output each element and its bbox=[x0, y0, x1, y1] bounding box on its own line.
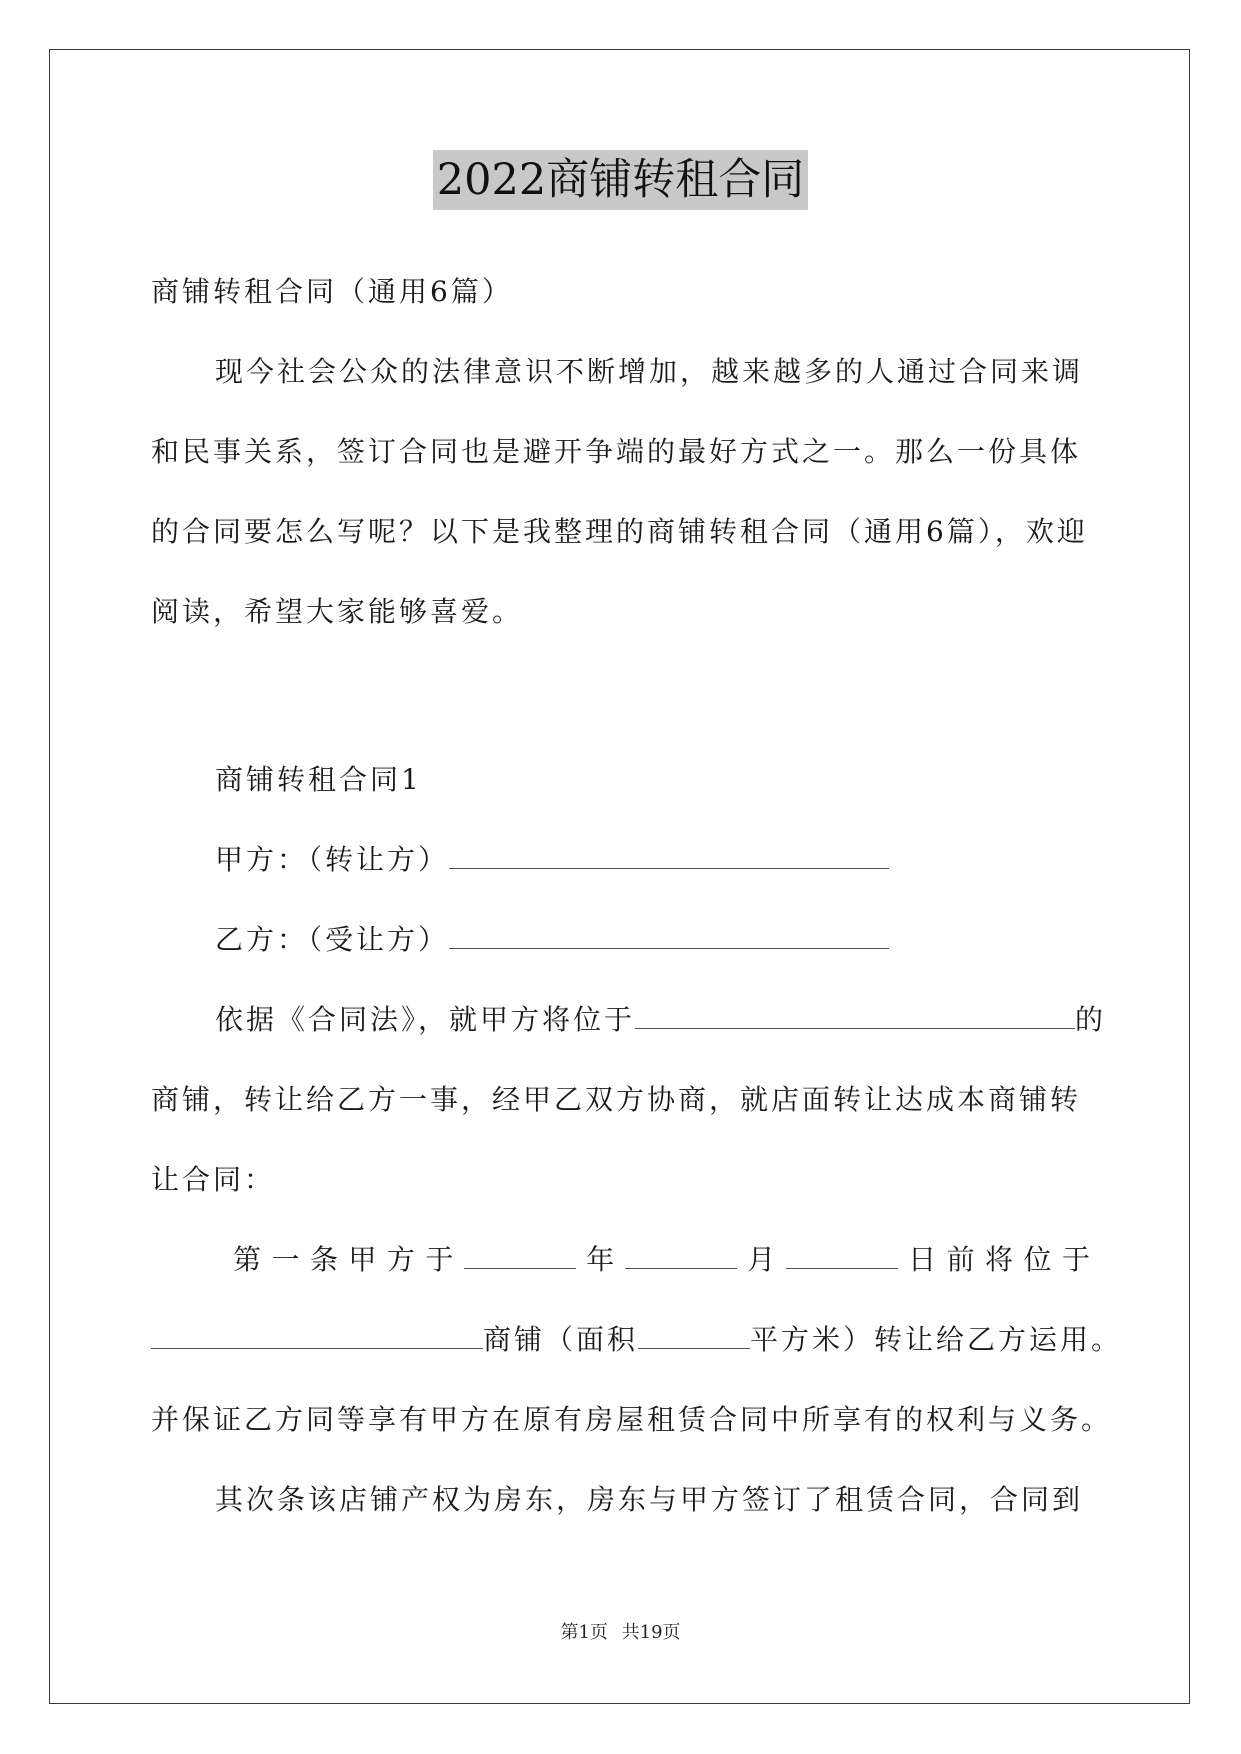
document-title: 2022商铺转租合同 bbox=[433, 150, 808, 210]
document-subtitle: 商铺转租合同（通用6篇） bbox=[151, 275, 513, 308]
party-a-line bbox=[215, 840, 1155, 880]
day-blank bbox=[786, 1240, 898, 1269]
page-footer bbox=[0, 1618, 1241, 1644]
article-1-line-1 bbox=[233, 1240, 1090, 1280]
article-1-word: 日 bbox=[908, 1243, 937, 1276]
article-1-line-3: 并保证乙方同等享有甲方在原有房屋租赁合同中所享有的权利与义务。 bbox=[151, 1403, 1113, 1436]
basis-line-2: 商铺，转让给乙方一事，经甲乙双方协商，就店面转让达成本商铺转 bbox=[151, 1083, 1082, 1116]
article-2-line-1: 其次条该店铺产权为房东，房东与甲方签订了租赁合同，合同到 bbox=[215, 1483, 1084, 1516]
shop-location-blank bbox=[151, 1320, 483, 1349]
page-total: 共19页 bbox=[621, 1622, 681, 1643]
area-suffix: 平方米）转让给乙方运用。 bbox=[750, 1323, 1123, 1356]
intro-line-2: 和民事关系，签订合同也是避开争端的最好方式之一。那么一份具体 bbox=[151, 435, 1082, 468]
month-blank bbox=[625, 1240, 737, 1269]
basis-prefix: 依据《合同法》，就甲方将位于 bbox=[215, 1003, 636, 1036]
article-1-word: 位 bbox=[1023, 1243, 1052, 1276]
party-b-line bbox=[215, 920, 1155, 960]
area-blank bbox=[638, 1320, 750, 1349]
basis-suffix: 的 bbox=[1075, 1003, 1107, 1036]
article-1-word: 方 bbox=[386, 1243, 415, 1276]
article-1-word: 甲 bbox=[348, 1243, 377, 1276]
article-1-word: 条 bbox=[309, 1243, 338, 1276]
article-1-word: 于 bbox=[1061, 1243, 1090, 1276]
party-a-blank bbox=[449, 840, 889, 869]
intro-line-3: 的合同要怎么写呢？以下是我整理的商铺转租合同（通用6篇），欢迎 bbox=[151, 515, 1088, 548]
article-1-word: 于 bbox=[425, 1243, 454, 1276]
party-b-label: 乙方：（受让方） bbox=[215, 923, 450, 956]
party-a-label: 甲方：（转让方） bbox=[215, 843, 450, 876]
article-1-word: 第 bbox=[233, 1243, 262, 1276]
party-b-blank bbox=[449, 920, 889, 949]
page-number: 第1页 bbox=[560, 1622, 608, 1643]
article-1-word: 将 bbox=[985, 1243, 1014, 1276]
contract-heading: 商铺转租合同1 bbox=[215, 763, 422, 796]
article-1-word: 一 bbox=[271, 1243, 300, 1276]
basis-line-1 bbox=[215, 1000, 1155, 1040]
intro-line-4: 阅读，希望大家能够喜爱。 bbox=[151, 595, 524, 628]
title-container bbox=[0, 150, 1241, 210]
location-blank bbox=[635, 1000, 1075, 1029]
article-1-word: 年 bbox=[586, 1243, 615, 1276]
article-1-line-2 bbox=[151, 1320, 1123, 1360]
article-1-word: 月 bbox=[747, 1243, 776, 1276]
year-blank bbox=[464, 1240, 576, 1269]
article-1-word: 前 bbox=[946, 1243, 975, 1276]
basis-line-3: 让合同： bbox=[151, 1163, 276, 1196]
intro-line-1: 现今社会公众的法律意识不断增加，越来越多的人通过合同来调 bbox=[215, 355, 1084, 388]
area-label: 商铺（面积 bbox=[483, 1323, 639, 1356]
